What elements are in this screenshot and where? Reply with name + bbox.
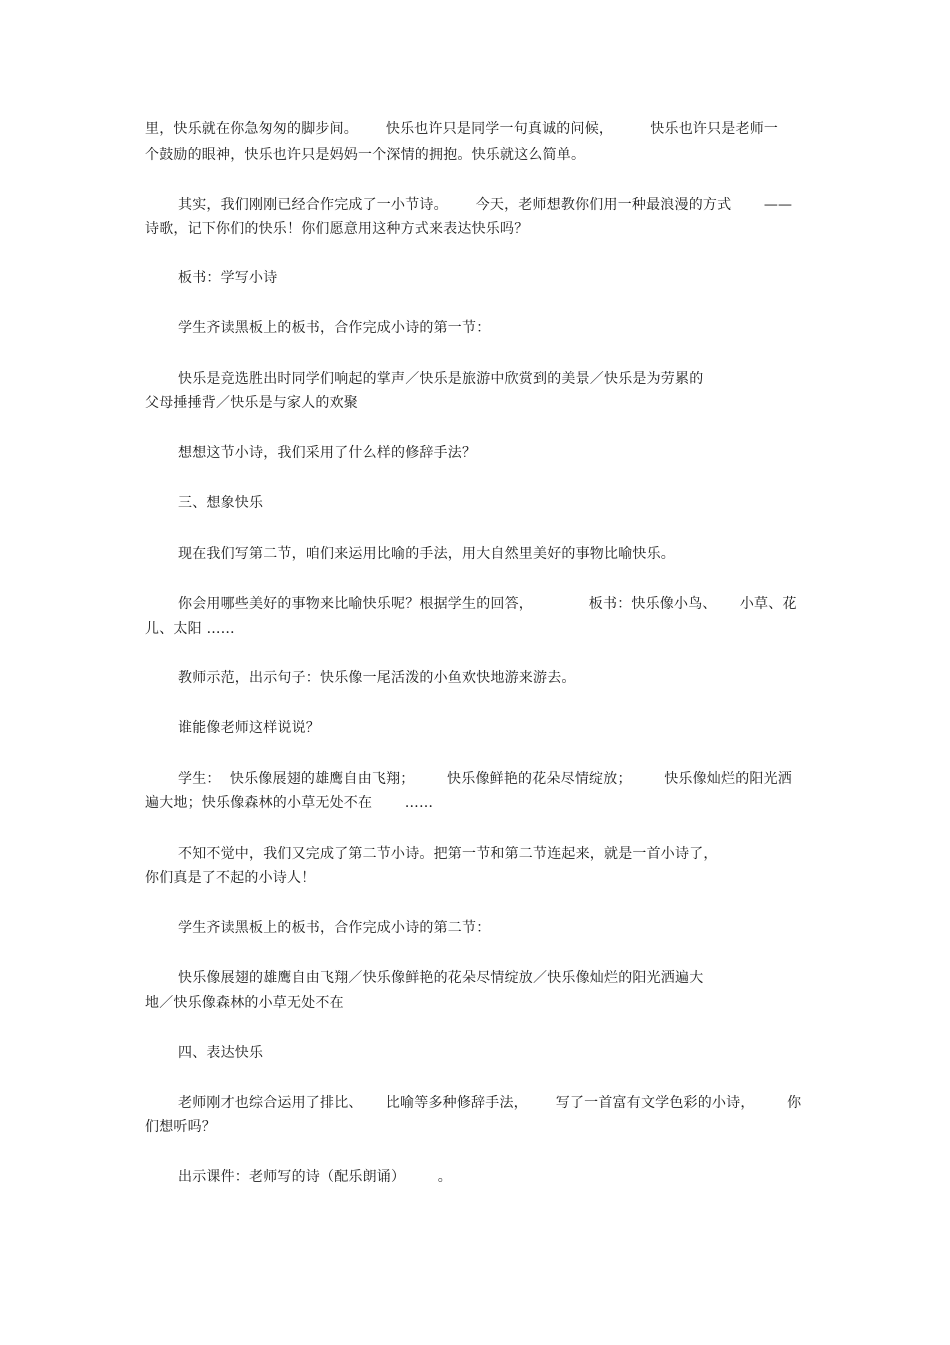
text-line: 遍大地；快乐像森林的小草无处不在 …… [145,795,434,811]
text-line: 们想听吗？ [145,1119,216,1135]
text-line: 个鼓励的眼神，快乐也许只是妈妈一个深情的拥抱。快乐就这么简单。 [145,147,586,163]
poem-line: 快乐像展翅的雄鹰自由飞翔／快乐像鲜艳的花朵尽情绽放／快乐像灿烂的阳光洒遍大 [178,970,704,986]
text-line: 儿、太阳 …… [145,621,235,637]
paragraph-start: 学生： 快乐像展翅的雄鹰自由飞翔； 快乐像鲜艳的花朵尽情绽放； 快乐像灿烂的阳光洒 [178,771,793,787]
poem-line: 快乐是竞选胜出时同学们响起的掌声／快乐是旅游中欣赏到的美景／快乐是为劳累的 [178,371,704,387]
section-heading: 四、表达快乐 [178,1045,264,1061]
paragraph-start: 不知不觉中，我们又完成了第二节小诗。把第一节和第二节连起来，就是一首小诗了， [178,846,718,862]
text-line: 你们真是了不起的小诗人！ [145,870,316,886]
paragraph-start: 其实，我们刚刚已经合作完成了一小节诗。 今天，老师想教你们用一种最浪漫的方式 —— [178,197,793,213]
text-line: 里，快乐就在你急匆匆的脚步间。 快乐也许只是同学一句真诚的问候， 快乐也许只是老师一 [145,121,779,137]
paragraph-start: 学生齐读黑板上的板书，合作完成小诗的第一节： [178,320,491,336]
paragraph-start: 想想这节小诗，我们采用了什么样的修辞手法？ [178,445,477,461]
paragraph-start: 谁能像老师这样说说？ [178,720,320,736]
blackboard-note: 板书：学写小诗 [178,270,278,286]
paragraph-start: 你会用哪些美好的事物来比喻快乐呢？根据学生的回答， 板书：快乐像小鸟、 小草、花 [178,596,797,612]
poem-line: 地／快乐像森林的小草无处不在 [145,995,344,1011]
paragraph-start: 学生齐读黑板上的板书，合作完成小诗的第二节： [178,920,491,936]
paragraph-start: 现在我们写第二节，咱们来运用比喻的手法，用大自然里美好的事物比喻快乐。 [178,546,675,562]
paragraph-start: 教师示范，出示句子：快乐像一尾活泼的小鱼欢快地游来游去。 [178,670,576,686]
paragraph-start: 老师刚才也综合运用了排比、 比喻等多种修辞手法， 写了一首富有文学色彩的小诗， 你 [178,1095,802,1111]
poem-line: 父母捶捶背／快乐是与家人的欢聚 [145,395,358,411]
text-line: 诗歌，记下你们的快乐！你们愿意用这种方式来表达快乐吗？ [145,221,529,237]
section-heading: 三、想象快乐 [178,495,264,511]
paragraph-start: 出示课件：老师写的诗（配乐朗诵） 。 [178,1169,452,1185]
